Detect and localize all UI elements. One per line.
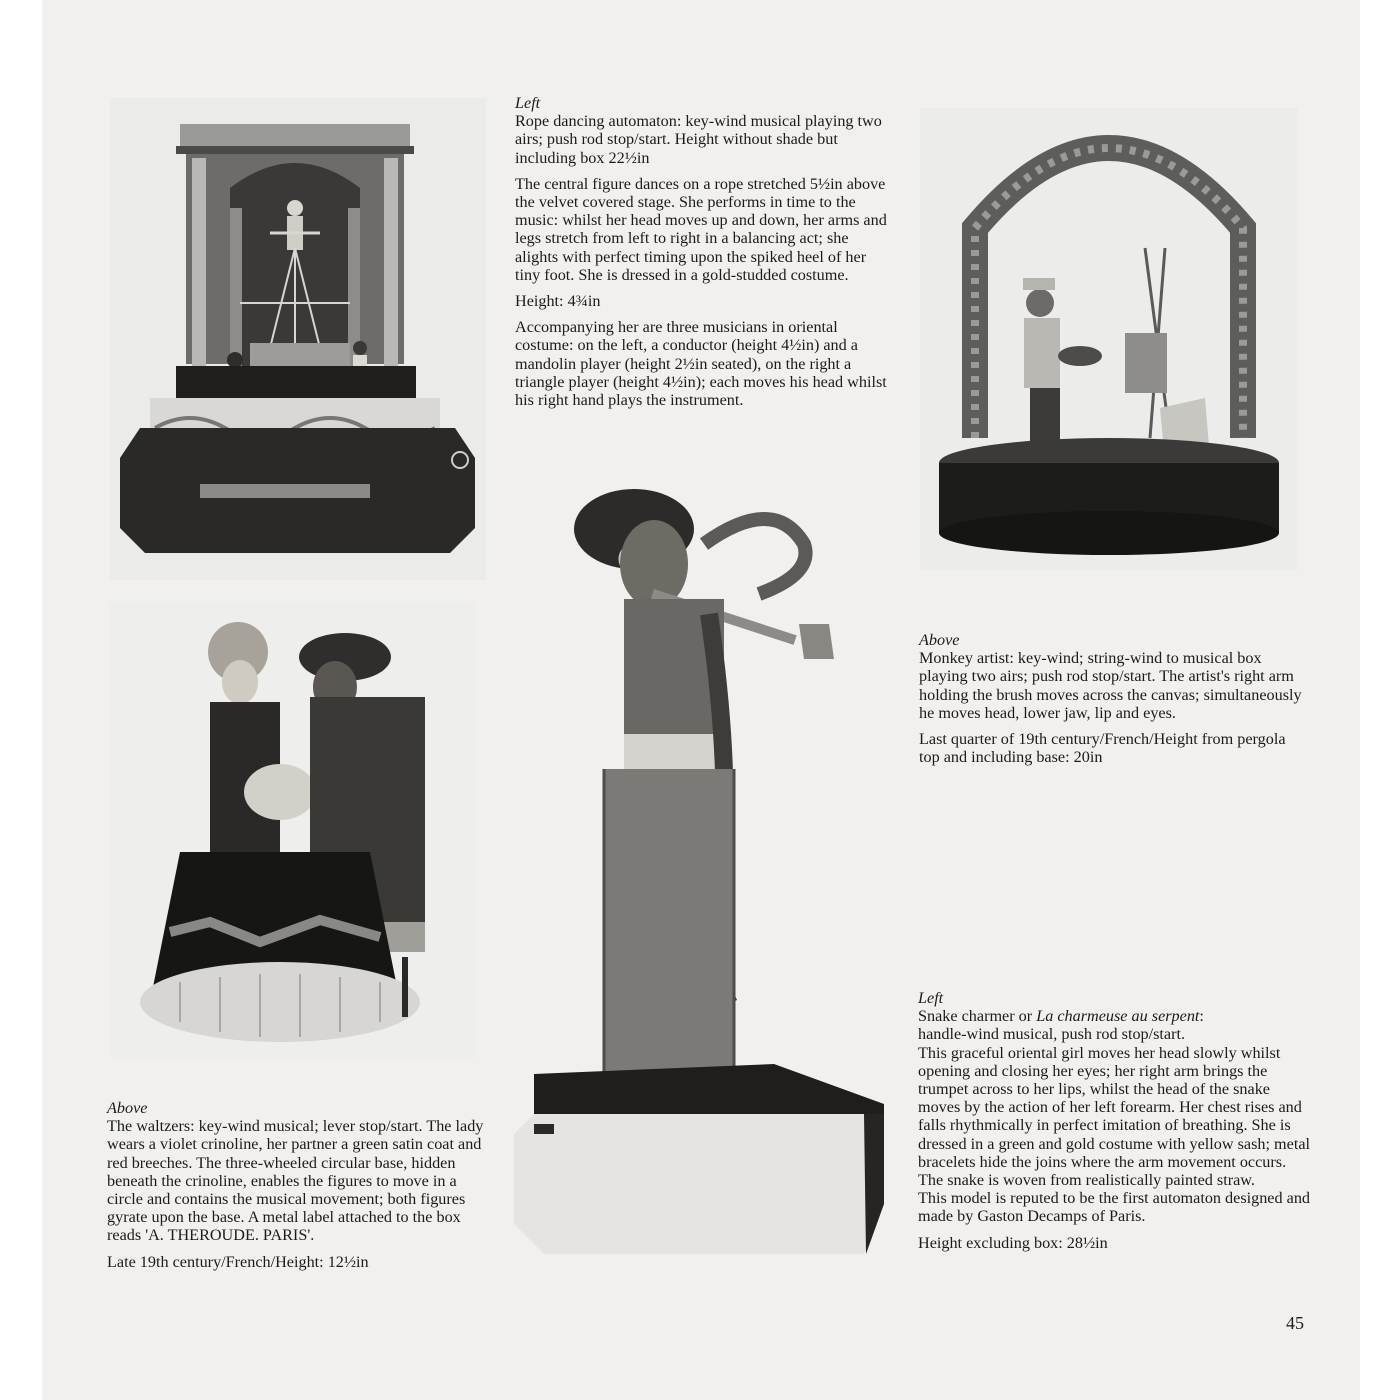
caption-paragraph: Accompanying her are three musicians in oriental costume: on the left, a conductor (height 4½in) and a mandolin player (height 2½in seated), on the right a triangle player (height 4½in); each moves his head whilst his right hand plays the instrument. xyxy=(515,318,887,410)
caption-heading: Left xyxy=(515,94,541,112)
caption-line: handle-wind musical, push rod stop/start. xyxy=(918,1025,1186,1044)
caption-italic-title: La charmeuse au serpent xyxy=(1036,1007,1200,1026)
waltzers-photo xyxy=(110,602,476,1058)
caption-line: This graceful oriental girl moves her head slowly whilst opening and closing her eyes; her right arm brings the trumpet across to her lips, whilst the head of the snake moves by the action of her left forearm. Her chest rises and falls rhythmically in perfect imitation of breathing. She is dressed in a green and gold costume with yellow sash; metal bracelets hide the joins where the arm movement occurs. xyxy=(918,1043,1311,1171)
caption-heading: Above xyxy=(919,631,960,649)
rope-dancer-photo xyxy=(110,98,486,580)
caption-paragraph: Rope dancing automaton: key-wind musical playing two airs; push rod stop/start. Height without shade but including box 22½in xyxy=(515,112,882,167)
caption-paragraph: Last quarter of 19th century/French/Height from pergola top and including base: 20in xyxy=(919,730,1286,767)
snake-charmer-caption xyxy=(918,989,1312,1260)
caption-paragraph: The waltzers: key-wind musical; lever stop/start. The lady wears a violet crinoline, her partner a green satin coat and red breeches. The three-wheeled circular base, hidden beneath the crinoline, enables the figures to move in a circle and contains the musical movement; both figures gyrate upon the base. A metal label attached to the box reads 'A. THEROUDE. PARIS'. xyxy=(107,1117,484,1245)
caption-line: This model is reputed to be the first automaton designed and made by Gaston Decamps of Paris. xyxy=(918,1189,1311,1226)
caption-line xyxy=(918,1007,1312,1025)
monkey-artist-photo xyxy=(920,108,1298,570)
caption-paragraph: The central figure dances on a rope stretched 5½in above the velvet covered stage. She performs in time to the music: whilst her head moves up and down, her arms and legs stretch from left to right in a balancing act; she alights with perfect timing upon the spiked heel of her tiny foot. She is dressed in a gold-studded costume. xyxy=(515,174,887,284)
caption-paragraph: Height: 4¾in xyxy=(515,292,601,311)
page-number: 45 xyxy=(1286,1313,1304,1333)
caption-paragraph: Height excluding box: 28½in xyxy=(918,1233,1108,1252)
snake-charmer-photo xyxy=(504,484,908,1272)
waltzers-caption xyxy=(107,1099,485,1279)
caption-paragraph: Monkey artist: key-wind; string-wind to musical box playing two airs; push rod stop/start. The artist's right arm holding the brush moves across the canvas; simultaneously he moves head, lower jaw, lip and eyes. xyxy=(919,649,1302,722)
caption-heading: Above xyxy=(107,1099,148,1117)
caption-paragraph: Late 19th century/French/Height: 12½in xyxy=(107,1252,369,1271)
caption-line: The snake is woven from realistically painted straw. xyxy=(918,1171,1255,1190)
caption-text: : xyxy=(1199,1007,1204,1026)
monkey-artist-caption xyxy=(919,631,1309,774)
rope-dancer-caption xyxy=(515,94,895,417)
caption-text: Snake charmer or xyxy=(918,1007,1037,1026)
caption-heading: Left xyxy=(918,989,944,1007)
